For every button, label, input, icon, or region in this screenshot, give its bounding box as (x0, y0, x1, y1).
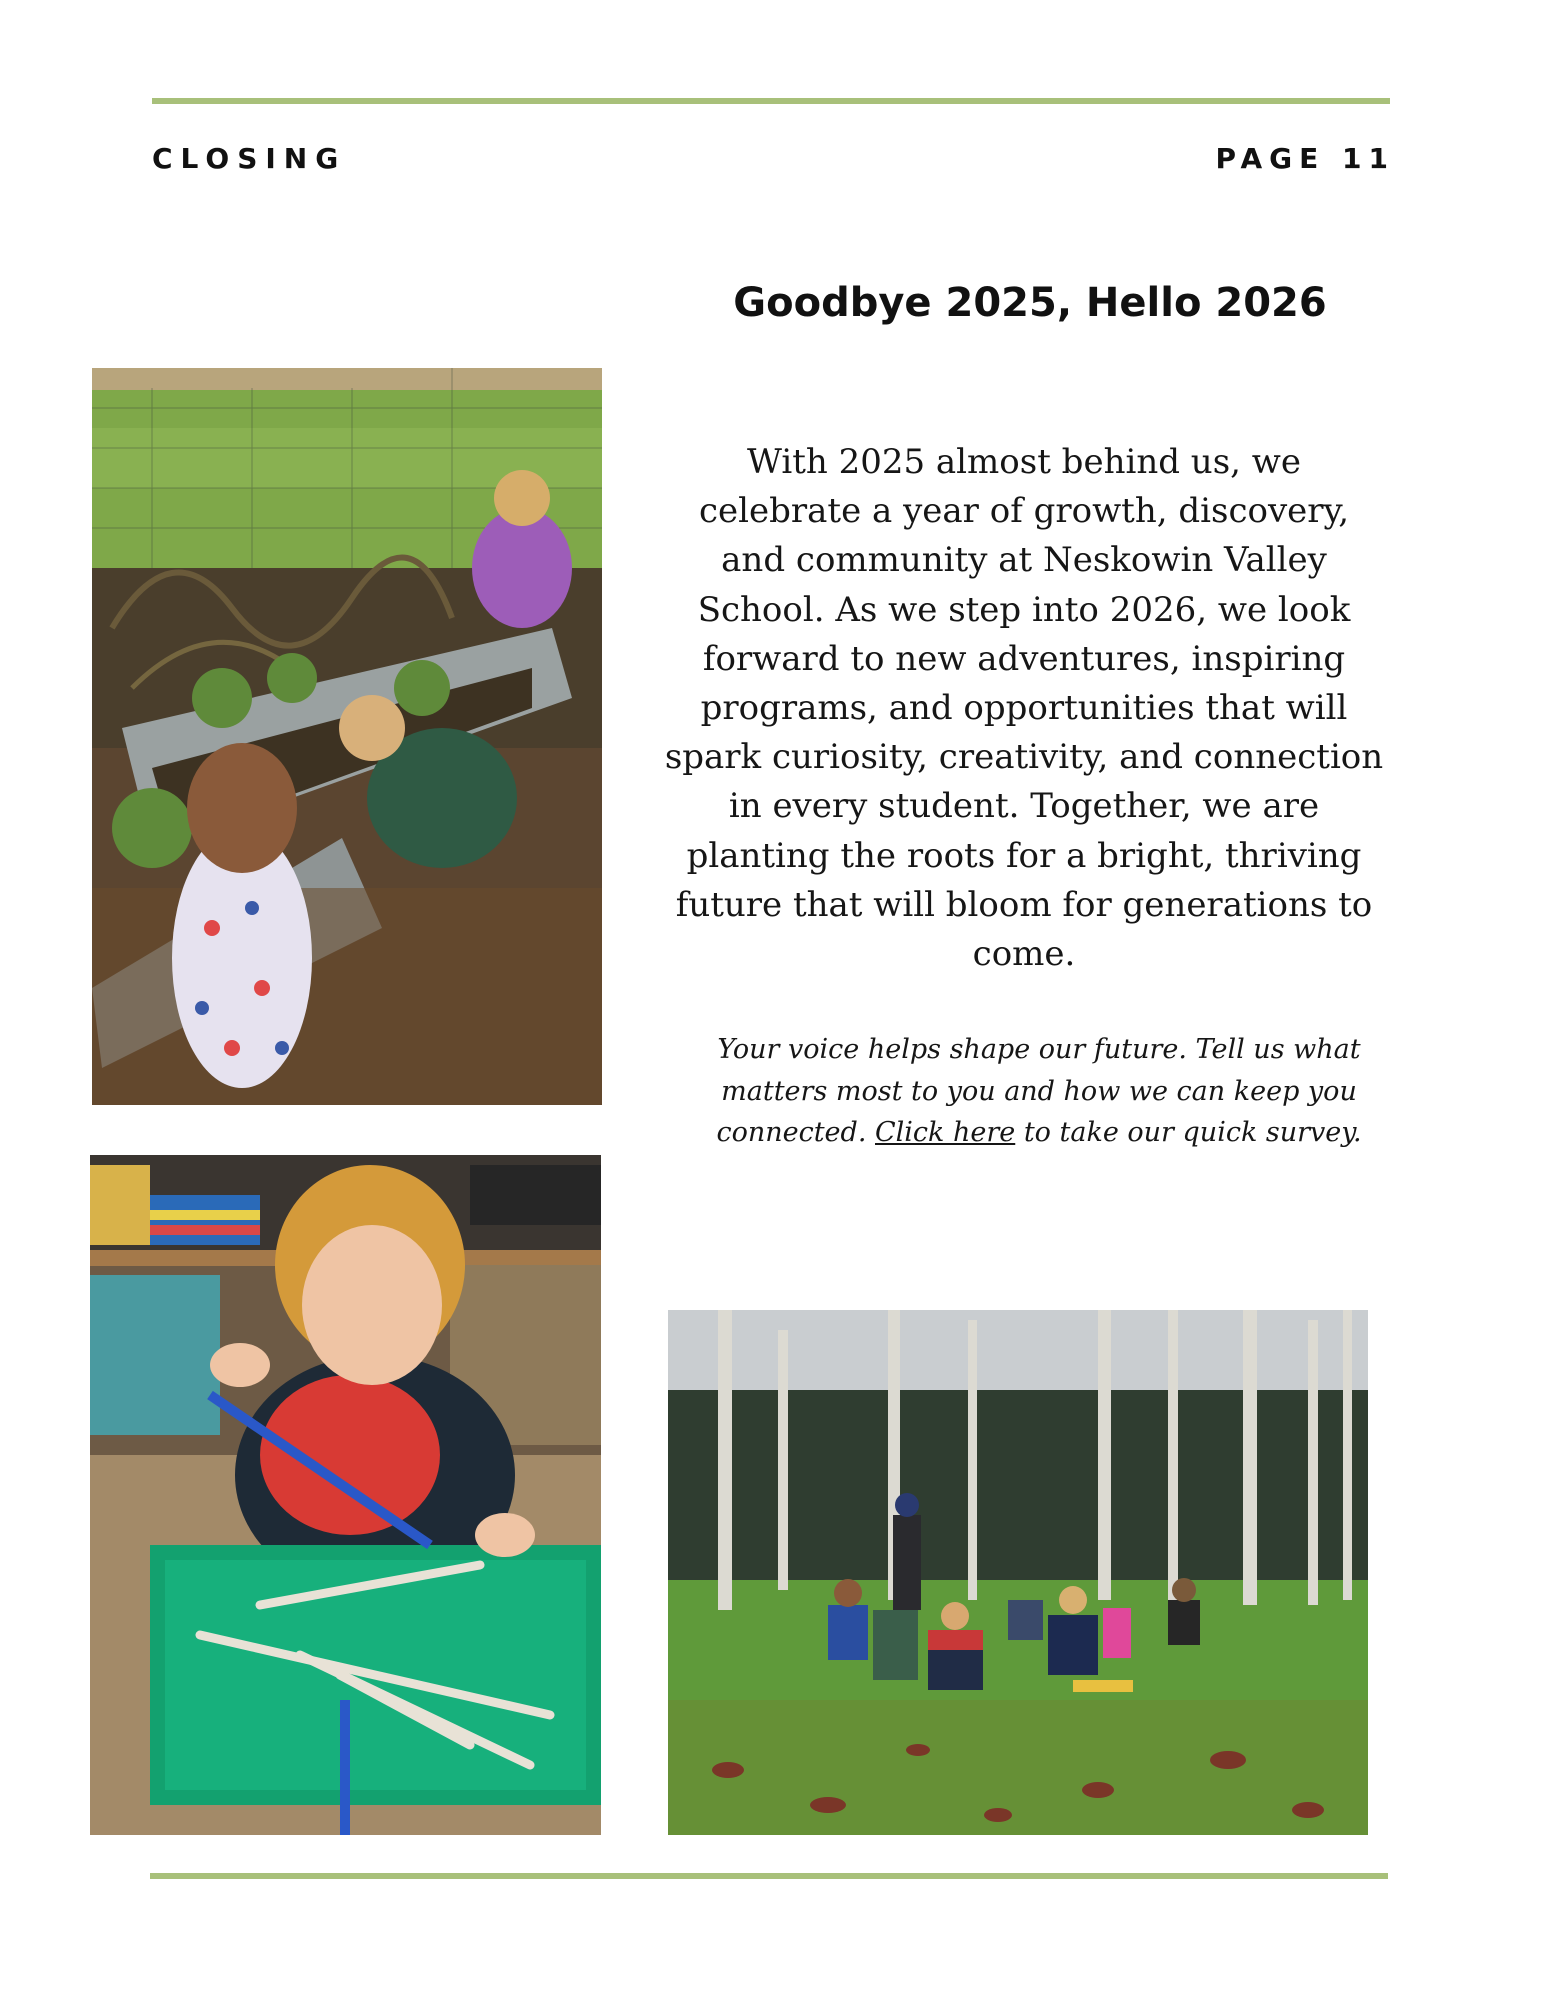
section-label: CLOSING (152, 142, 347, 175)
forest-circle-photo-image (668, 1310, 1368, 1835)
forest-circle-photo (668, 1310, 1368, 1835)
survey-text-after: to take our quick survey. (1015, 1117, 1362, 1148)
garden-photo (92, 368, 602, 1105)
top-rule (152, 98, 1390, 104)
garden-photo-image (92, 368, 602, 1105)
page-number: PAGE 11 (1215, 142, 1395, 175)
survey-text-before: Your voice helps shape our future. Tell us what matters most to you and how we can keep you connected. (716, 1034, 1361, 1148)
article-body: With 2025 almost behind us, we celebrate a year of growth, discovery, and community at Neskowin Valley School. As we step into 2026, we look forward to new adventures, inspiring programs, and opportunities that will spark curiosity, creativity, and connection in every student. Together, we are planting the roots for a bright, thriving future that will bloom for generations to come. (664, 442, 1384, 975)
article-title: Goodbye 2025, Hello 2026 (733, 280, 1327, 326)
bottom-rule (150, 1873, 1388, 1879)
painting-photo (90, 1155, 601, 1835)
survey-link[interactable]: Click here (875, 1117, 1016, 1148)
survey-note (700, 1029, 1378, 1154)
painting-photo-image (90, 1155, 601, 1835)
